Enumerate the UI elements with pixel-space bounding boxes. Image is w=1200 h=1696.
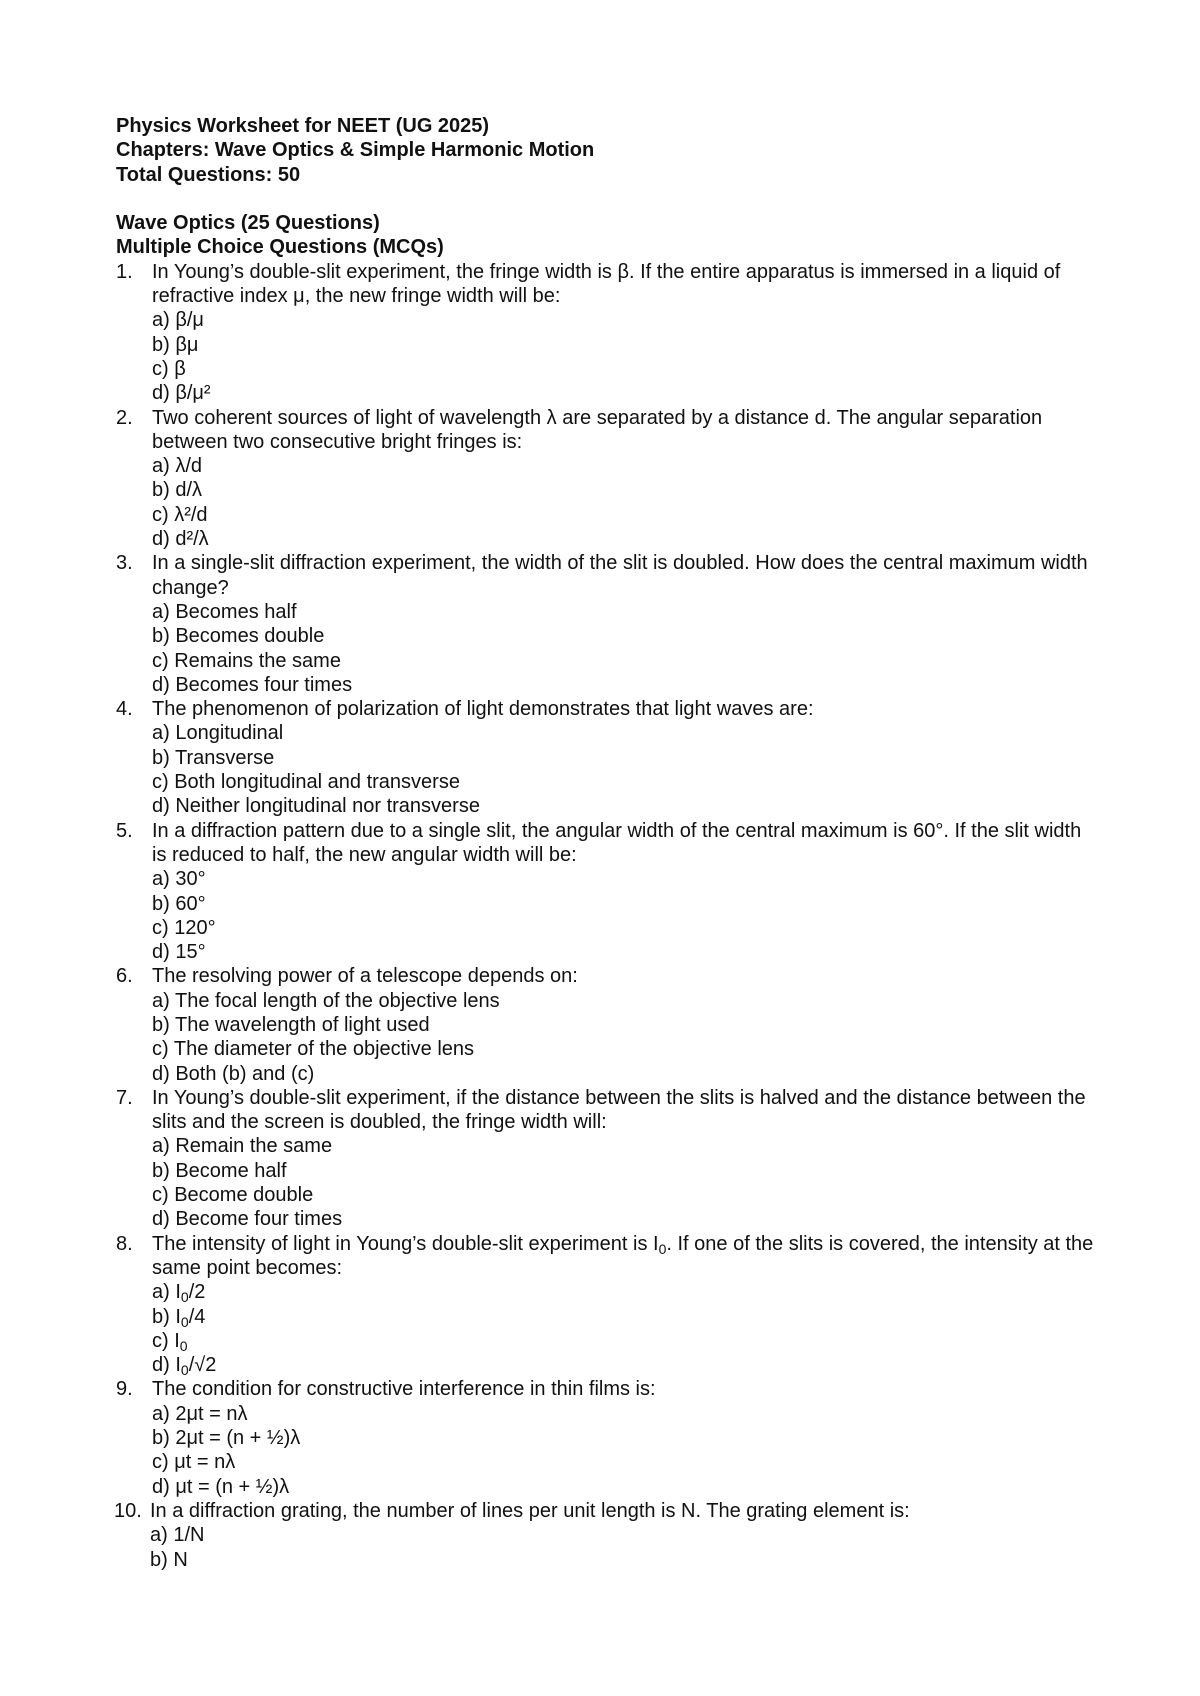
question-text: In a diffraction pattern due to a single slit, the angular width of the central maximum is 60°. If the slit width is reduced to half, the new angular width will be:: [152, 819, 1082, 866]
question-item: [116, 1499, 1096, 1572]
answer-option: d) β/μ²: [152, 382, 211, 405]
answer-option: d) Both (b) and (c): [152, 1062, 315, 1085]
question-item: [116, 406, 1096, 552]
answer-option: d) d²/λ: [152, 528, 209, 551]
question-number: 10.: [114, 1499, 142, 1522]
question-item: [116, 964, 1096, 1085]
spacer: [116, 187, 1096, 211]
question-body: [152, 964, 1096, 1085]
option-text-part: /4: [188, 1305, 206, 1328]
question-body: [152, 1086, 1096, 1232]
subscript: 0: [658, 1240, 667, 1257]
section-title: Wave Optics (25 Questions): [116, 212, 380, 235]
answer-option: b) The wavelength of light used: [152, 1013, 430, 1036]
question-text: In Young’s double-slit experiment, the fringe width is β. If the entire apparatus is immersed in a liquid of refractive index μ, the new fringe width will be:: [152, 260, 1061, 308]
answer-option: b) Becomes double: [152, 625, 325, 648]
option-text-part: c) I: [152, 1329, 180, 1352]
chapters-line: Chapters: Wave Optics & Simple Harmonic Motion: [116, 139, 595, 162]
question-text: [152, 1232, 1096, 1281]
section-subtitle: Multiple Choice Questions (MCQs): [116, 236, 444, 259]
question-text: The resolving power of a telescope depends on:: [152, 965, 578, 988]
subscript: 0: [180, 1313, 189, 1330]
answer-option: b) 60°: [152, 892, 206, 915]
question-text: In Young’s double-slit experiment, if the distance between the slits is halved and the distance between the slits and the screen is doubled, the fringe width will:: [152, 1086, 1086, 1134]
question-number: 4.: [116, 698, 133, 721]
answer-option: a) β/μ: [152, 309, 204, 332]
question-item: [116, 551, 1096, 697]
answer-option: c) Become double: [152, 1184, 314, 1207]
answer-option: a) Longitudinal: [152, 722, 284, 745]
answer-option: d) Become four times: [152, 1208, 343, 1231]
question-text: In a diffraction grating, the number of lines per unit length is N. The grating element is:: [150, 1499, 910, 1522]
question-text: In a single-slit diffraction experiment, the width of the slit is doubled. How does the central maximum width change?: [152, 552, 1088, 599]
answer-option: b) Become half: [152, 1159, 287, 1182]
subscript: 0: [179, 1338, 188, 1355]
answer-option: [152, 1353, 1096, 1377]
answer-option: b) 2μt = (n + ½)λ: [152, 1427, 301, 1450]
answer-option: d) 15°: [152, 941, 206, 964]
answer-option: b) βμ: [152, 333, 199, 356]
question-number: 8.: [116, 1232, 133, 1255]
question-text-part: The intensity of light in Young’s double-slit experiment is I: [152, 1232, 659, 1255]
question-number: 9.: [116, 1378, 133, 1401]
question-item: [116, 260, 1096, 406]
question-number: 7.: [116, 1086, 133, 1109]
answer-option: c) λ²/d: [152, 503, 208, 526]
answer-option: b) N: [150, 1548, 188, 1571]
answer-option: a) λ/d: [152, 455, 203, 478]
question-body: [152, 819, 1096, 965]
option-text-part: /√2: [188, 1354, 217, 1377]
subscript: 0: [180, 1289, 189, 1306]
question-body: [152, 551, 1096, 697]
answer-option: c) Both longitudinal and transverse: [152, 771, 460, 794]
option-text-part: d) I: [152, 1354, 181, 1377]
answer-option: c) The diameter of the objective lens: [152, 1038, 475, 1061]
total-questions-line: Total Questions: 50: [116, 163, 301, 186]
answer-option: c) 120°: [152, 916, 216, 939]
question-body: [152, 406, 1096, 552]
question-item: [116, 819, 1096, 965]
question-item: [116, 1232, 1096, 1378]
answer-option: [152, 1280, 1096, 1304]
question-body: [152, 260, 1096, 406]
worksheet-title: Physics Worksheet for NEET (UG 2025): [116, 115, 490, 137]
option-text-part: a) I: [152, 1281, 181, 1304]
answer-option: a) The focal length of the objective lens: [152, 989, 500, 1012]
answer-option: a) 1/N: [150, 1524, 205, 1547]
question-item: [116, 1377, 1096, 1498]
question-text-part: . If one of the slits is covered, the intensity at the same point becomes:: [152, 1232, 1094, 1279]
question-text: The condition for constructive interference in thin films is:: [152, 1378, 656, 1401]
question-number: 2.: [116, 406, 133, 429]
question-item: [116, 697, 1096, 818]
question-body: [150, 1499, 1096, 1572]
question-number: 6.: [116, 965, 133, 988]
question-body: [152, 1377, 1096, 1498]
answer-option: d) μt = (n + ½)λ: [152, 1475, 290, 1498]
answer-option: d) Neither longitudinal nor transverse: [152, 795, 480, 818]
option-text-part: b) I: [152, 1305, 181, 1328]
answer-option: d) Becomes four times: [152, 673, 353, 696]
answer-option: a) Becomes half: [152, 600, 297, 623]
question-number: 1.: [116, 260, 133, 283]
question-text: Two coherent sources of light of wavelength λ are separated by a distance d. The angular separation between two consecutive bright fringes is:: [152, 406, 1043, 453]
worksheet-content: [116, 114, 1096, 1572]
question-body: [152, 1232, 1096, 1378]
question-number: 5.: [116, 819, 133, 842]
answer-option: b) Transverse: [152, 746, 275, 769]
answer-option: c) μt = nλ: [152, 1451, 236, 1474]
question-body: [152, 697, 1096, 818]
option-text-part: /2: [188, 1281, 206, 1304]
subscript: 0: [180, 1362, 189, 1379]
answer-option: [152, 1305, 1096, 1329]
question-item: [116, 1086, 1096, 1232]
answer-option: a) 2μt = nλ: [152, 1402, 248, 1425]
answer-option: b) d/λ: [152, 479, 203, 502]
question-number: 3.: [116, 552, 133, 575]
answer-option: c) Remains the same: [152, 649, 341, 672]
answer-option: a) 30°: [152, 868, 206, 891]
answer-option: c) β: [152, 357, 186, 380]
question-text: The phenomenon of polarization of light demonstrates that light waves are:: [152, 698, 814, 721]
answer-option: a) Remain the same: [152, 1135, 333, 1158]
answer-option: [152, 1329, 1096, 1353]
